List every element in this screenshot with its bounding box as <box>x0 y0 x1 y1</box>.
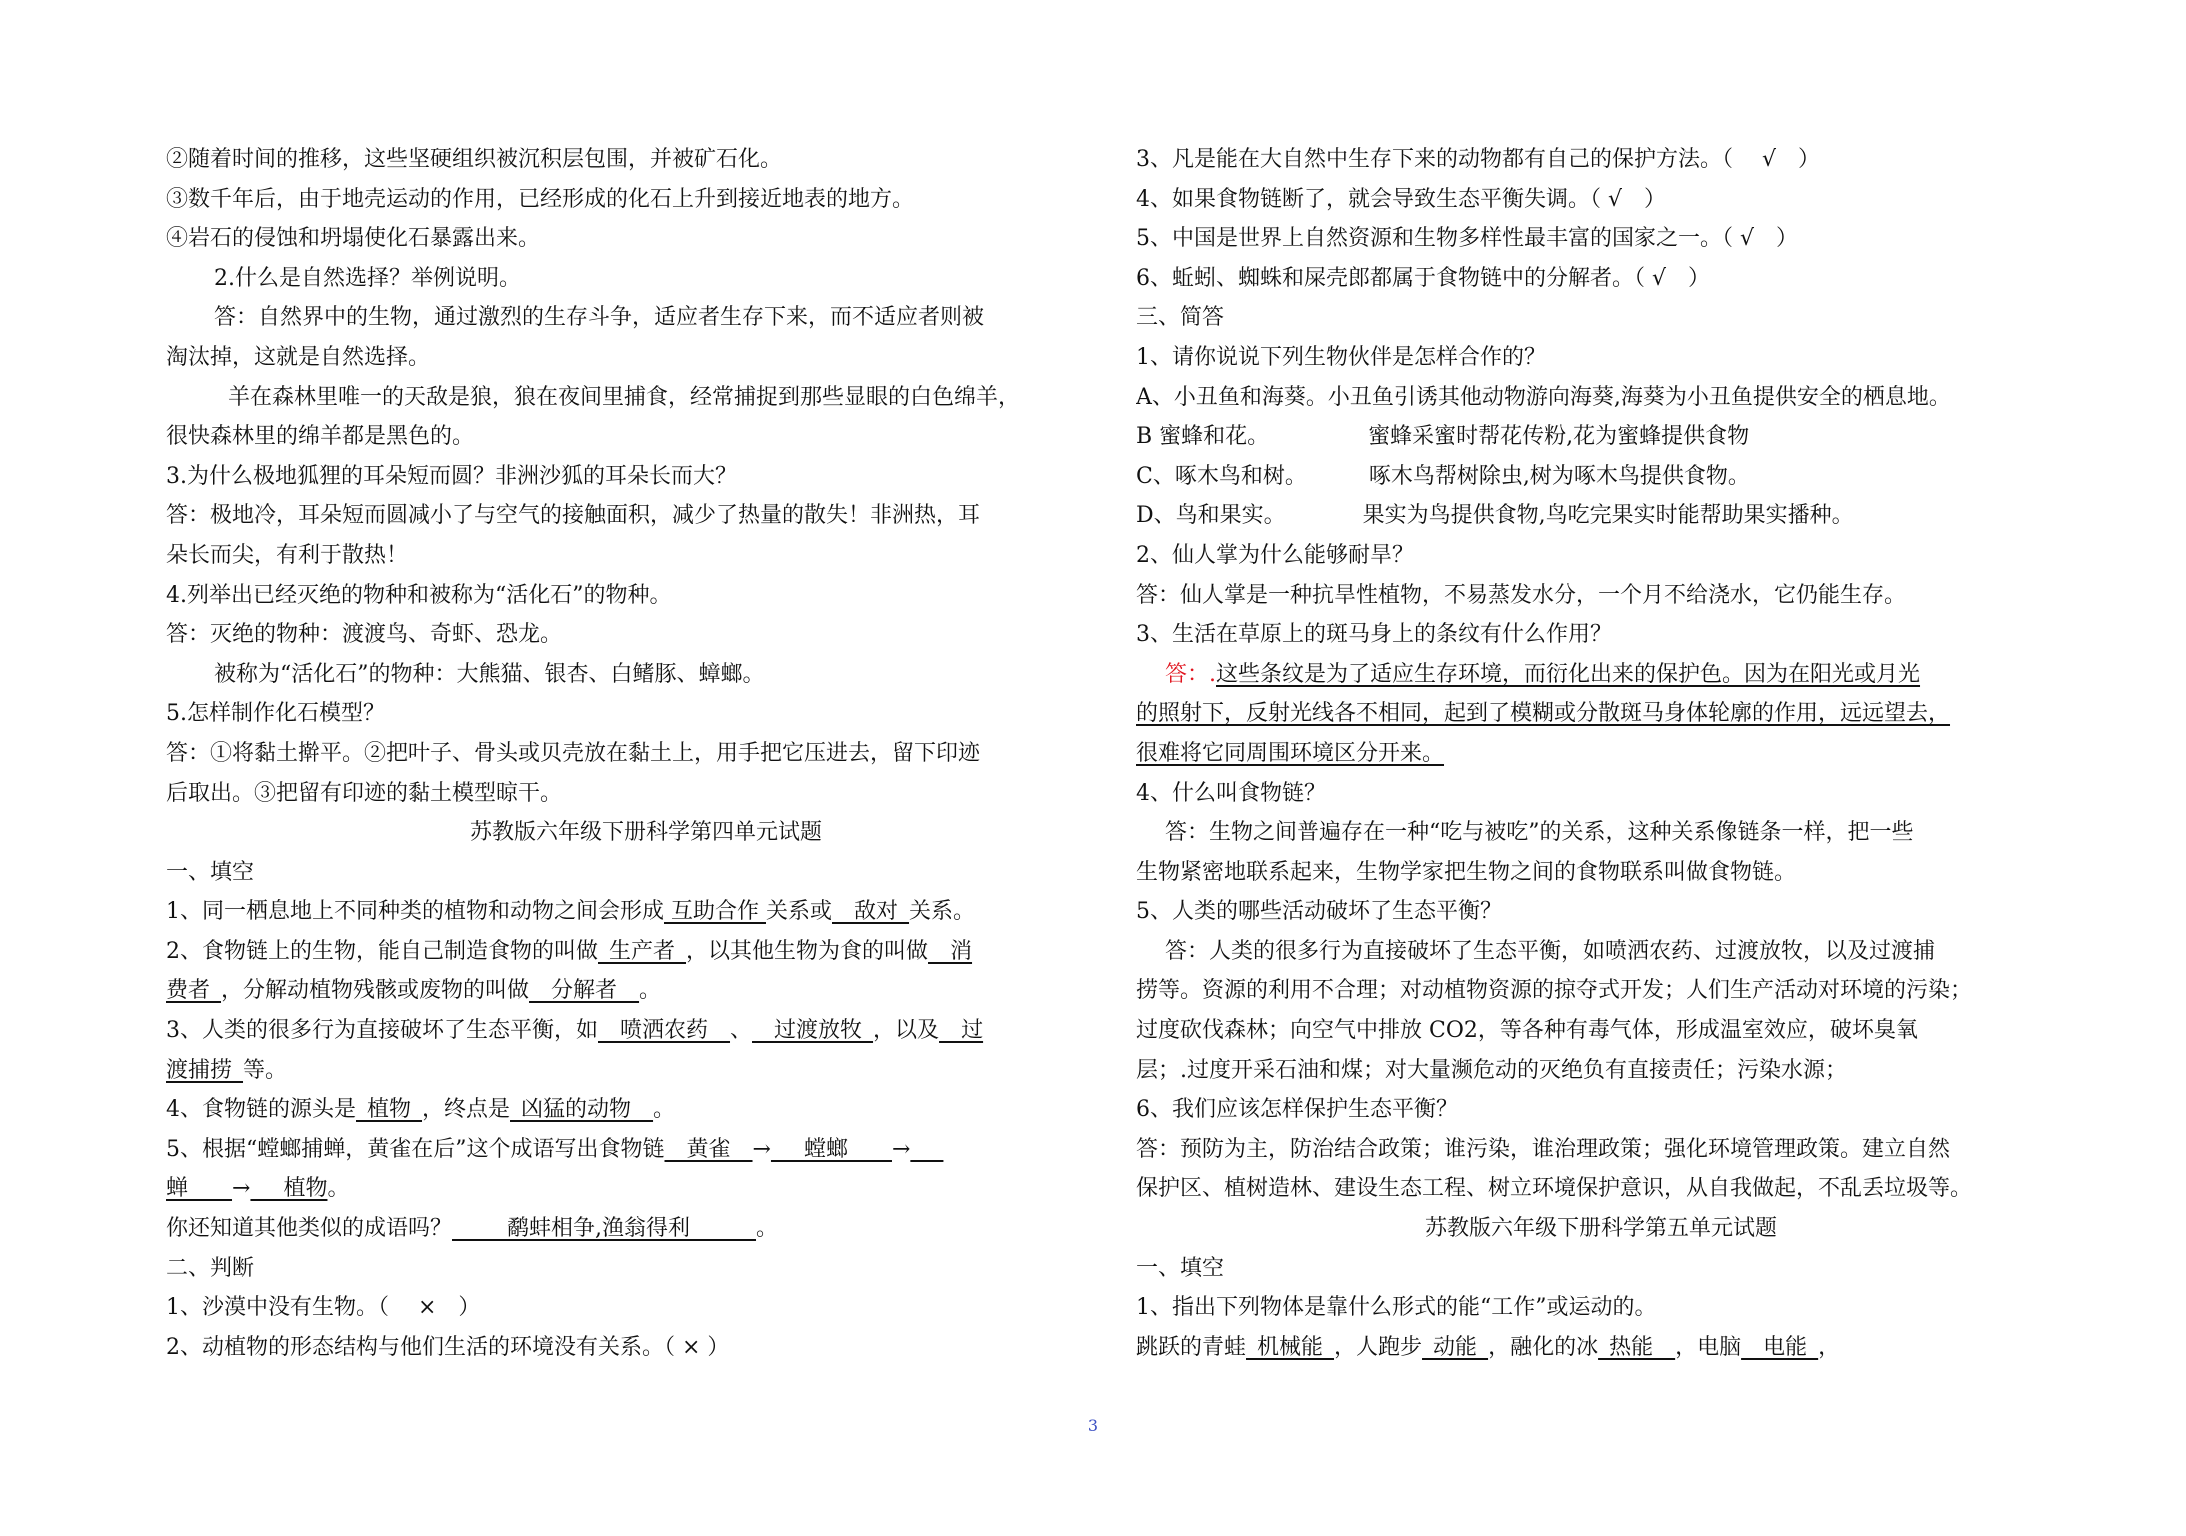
left-line: 答：自然界中的生物，通过激烈的生存斗争，适应者生存下来，而不适应者则被 <box>214 305 985 331</box>
left-line <box>166 1130 1126 1170</box>
answer-text: _____鹬蚌相争,渔翁得利______ <box>452 1216 757 1242</box>
left-line: 2、动植物的形态结构与他们生活的环境没有关系。（ × ） <box>166 1334 730 1360</box>
text-segment: 3、人类的很多行为直接破坏了生态平衡，如 <box>166 1018 598 1044</box>
left-line: 答：灭绝的物种：渡渡鸟、奇虾、恐龙。 <box>166 622 563 648</box>
text-segment: 。 <box>327 1176 350 1202</box>
right-line: 层；.过度开采石油和煤；对大量濒危动的灭绝负有直接责任；污染水源； <box>1136 1057 1847 1083</box>
text-segment: ，融化的冰 <box>1488 1334 1599 1360</box>
left-line <box>166 1090 1126 1130</box>
text-segment: → <box>232 1176 251 1202</box>
answer-text: _生产者_ <box>598 938 687 964</box>
answer-label: . <box>1209 661 1217 687</box>
left-line: 一、填空 <box>166 859 255 885</box>
right-line: 4、如果食物链断了，就会导致生态平衡失调。（ √ ） <box>1136 186 1667 212</box>
text-segment: 等。 <box>243 1057 288 1083</box>
text-segment: 关系或 <box>766 899 833 925</box>
right-line: 答：预防为主，防治结合政策；谁污染，谁治理政策；强化环境管理政策。建立自然 <box>1136 1136 1951 1162</box>
answer-text: _动能_ <box>1422 1334 1489 1360</box>
answer-text: ___ <box>910 1136 944 1162</box>
right-line <box>1136 734 2066 774</box>
text-segment <box>1136 662 1165 687</box>
right-line <box>1136 655 2066 695</box>
left-line <box>166 1051 1126 1091</box>
answer-text: 费者_ <box>166 978 222 1004</box>
right-line: C、啄木鸟和树。 啄木鸟帮树除虫,树为啄木鸟提供食物。 <box>1136 463 1750 489</box>
left-line: 1、沙漠中没有生物。（ × ） <box>166 1295 481 1321</box>
right-line: 过度砍伐森林；向空气中排放 CO2，等各种有毒气体，形成温室效应，破坏臭氧 <box>1136 1018 1918 1044</box>
right-line: 6、我们应该怎样保护生态平衡？ <box>1136 1097 1458 1123</box>
answer-text: _热能__ <box>1598 1334 1676 1360</box>
text-segment: → <box>891 1136 911 1162</box>
left-line: 5.怎样制作化石模型？ <box>166 701 385 727</box>
answer-text: __敌对_ <box>832 899 910 925</box>
right-line: 苏教版六年级下册科学第五单元试题 <box>1424 1216 1777 1242</box>
text-segment: ，电脑 <box>1675 1334 1742 1360</box>
left-line: 羊在森林里唯一的天敌是狼，狼在夜间里捕食，经常捕捉到那些显眼的白色绵羊， <box>228 384 1021 410</box>
answer-text: 蝉____ <box>166 1176 233 1202</box>
left-line <box>166 1209 1126 1249</box>
right-line <box>1136 694 2066 734</box>
text-segment: ，分解动植物残骸或废物的叫做 <box>221 978 530 1004</box>
right-line: 捞等。资源的利用不合理；对动植物资源的掠夺式开发；人们生产活动对环境的污染； <box>1136 978 1973 1004</box>
left-line: 后取出。③把留有印迹的黏土模型晾干。 <box>166 780 563 806</box>
right-line: 1、指出下列物体是靠什么形式的能“工作”或运动的。 <box>1136 1295 1657 1321</box>
right-line: 三、简答 <box>1136 305 1225 331</box>
answer-label: 答： <box>1165 661 1210 687</box>
left-line: 3.为什么极地狐狸的耳朵短而圆？非洲沙狐的耳朵长而大？ <box>166 463 737 489</box>
right-line: A、小丑鱼和海葵。小丑鱼引诱其他动物游向海葵,海葵为小丑鱼提供安全的栖息地。 <box>1136 384 1951 410</box>
answer-text: __喷洒农药__ <box>598 1018 731 1044</box>
right-line: 3、凡是能在大自然中生存下来的动物都有自己的保护方法。（ √ ） <box>1136 147 1821 172</box>
text-segment: 关系。 <box>909 899 976 925</box>
answer-text: __过渡放牧_ <box>752 1018 874 1044</box>
right-line: 答：人类的很多行为直接破坏了生态平衡，如喷洒农药、过渡放牧，以及过渡捕 <box>1136 938 1935 964</box>
text-segment: 、 <box>730 1018 753 1044</box>
page-number: 3 <box>1087 1416 1099 1435</box>
left-column <box>166 140 1126 1367</box>
left-line: ③数千年后，由于地壳运动的作用，已经形成的化石上升到接近地表的地方。 <box>166 186 915 212</box>
right-line: 一、填空 <box>1136 1255 1225 1281</box>
left-line: 朵长而尖，有利于散热！ <box>166 542 409 568</box>
answer-text: __电能_ <box>1741 1334 1819 1360</box>
text-segment: 跳跃的青蛙 <box>1136 1334 1247 1360</box>
left-line: ④岩石的侵蚀和坍塌使化石暴露出来。 <box>166 226 541 252</box>
left-line <box>166 1169 1126 1209</box>
answer-text: __消 <box>928 938 973 964</box>
answer-text: 渡捕捞_ <box>166 1057 244 1083</box>
answer-text: ___螳螂____ <box>770 1136 892 1162</box>
left-line <box>166 932 1126 972</box>
answer-text: __过 <box>939 1018 984 1044</box>
text-segment: ，以其他生物为食的叫做 <box>686 938 929 964</box>
text-segment: → <box>752 1136 771 1162</box>
left-line: 淘汰掉，这就是自然选择。 <box>166 344 431 370</box>
text-segment: 。 <box>756 1216 779 1242</box>
right-line: 5、中国是世界上自然资源和生物多样性最丰富的国家之一。（ √ ） <box>1136 226 1799 252</box>
left-line <box>166 971 1126 1011</box>
answer-text: 互助合作 <box>664 899 766 925</box>
left-line <box>166 1011 1126 1051</box>
right-line: 答：仙人掌是一种抗旱性植物，不易蒸发水分，一个月不给浇水，它仍能生存。 <box>1136 582 1907 608</box>
right-line: 5、人类的哪些活动破坏了生态平衡？ <box>1136 899 1502 925</box>
left-line: 被称为“活化石”的物种：大熊猫、银杏、白鳍豚、蟑螂。 <box>214 661 765 687</box>
answer-text: 这些条纹是为了适应生存环境，而衍化出来的保护色。因为在阳光或月光 <box>1216 661 1921 687</box>
right-column <box>1136 140 2066 1367</box>
text-segment: 。 <box>653 1097 676 1123</box>
text-segment: ，人跑步 <box>1334 1334 1423 1360</box>
left-line: 答：极地冷，耳朵短而圆减小了与空气的接触面积，减少了热量的散失！非洲热，耳 <box>166 503 981 529</box>
right-line: B 蜜蜂和花。 蜜蜂采蜜时帮花传粉,花为蜜蜂提供食物 <box>1136 424 1750 450</box>
answer-text: _凶猛的动物__ <box>510 1097 654 1123</box>
left-line: 4.列举出已经灭绝的物种和被称为“活化石”的物种。 <box>166 582 672 608</box>
text-segment: 4、食物链的源头是 <box>166 1097 356 1123</box>
right-line: 3、生活在草原上的斑马身上的条纹有什么作用？ <box>1136 622 1612 648</box>
text-segment: 你还知道其他类似的成语吗？ <box>166 1216 453 1242</box>
text-segment: ，以及 <box>873 1018 940 1044</box>
left-line: 很快森林里的绵羊都是黑色的。 <box>166 424 475 450</box>
right-line <box>1136 1328 2066 1368</box>
left-line: ②随着时间的推移，这些坚硬组织被沉积层包围，并被矿石化。 <box>166 147 783 172</box>
left-line <box>166 892 1126 932</box>
answer-text: _植物_ <box>356 1097 423 1123</box>
right-line: 生物紧密地联系起来，生物学家把生物之间的食物联系叫做食物链。 <box>1136 859 1797 885</box>
answer-text: 的照射下，反射光线各不相同，起到了模糊或分散斑马身体轮廓的作用，远远望去， <box>1136 701 1951 727</box>
right-line: 保护区、植树造林、建设生态工程、树立环境保护意识，从自我做起，不乱丢垃圾等。 <box>1136 1176 1973 1202</box>
answer-text: _机械能_ <box>1246 1334 1335 1360</box>
left-line: 答：①将黏土擀平。②把叶子、骨头或贝壳放在黏土上，用手把它压进去，留下印迹 <box>166 740 981 766</box>
text-segment: 5、根据“螳螂捕蝉，黄雀在后”这个成语写出食物链 <box>166 1136 665 1162</box>
left-line: 苏教版六年级下册科学第四单元试题 <box>469 820 822 846</box>
left-line: 二、判断 <box>166 1255 255 1281</box>
right-line: 6、蚯蚓、蜘蛛和屎壳郎都属于食物链中的分解者。（ √ ） <box>1136 265 1711 291</box>
left-line: 2.什么是自然选择？举例说明。 <box>214 265 521 291</box>
right-line: D、鸟和果实。 果实为鸟提供食物,鸟吃完果实时能帮助果实播种。 <box>1136 503 1854 529</box>
right-line: 2、仙人掌为什么能够耐旱？ <box>1136 542 1414 568</box>
text-segment: 1、同一栖息地上不同种类的植物和动物之间会形成 <box>166 899 664 925</box>
right-line: 4、什么叫食物链？ <box>1136 780 1326 806</box>
right-line: 答：生物之间普遍存在一种“吃与被吃”的关系，这种关系像链条一样，把一些 <box>1136 820 1914 846</box>
text-segment: ， <box>1818 1334 1841 1360</box>
text-segment: 。 <box>639 978 662 1004</box>
answer-text: 很难将它同周围环境区分开来。 <box>1136 740 1445 766</box>
answer-text: __黄雀__ <box>664 1136 753 1162</box>
right-line: 1、请你说说下列生物伙伴是怎样合作的？ <box>1136 344 1546 370</box>
answer-text: __分解者__ <box>529 978 640 1004</box>
text-segment: 2、食物链上的生物，能自己制造食物的叫做 <box>166 938 598 964</box>
text-segment: ，终点是 <box>422 1097 511 1123</box>
answer-text: ___植物 <box>250 1176 328 1202</box>
